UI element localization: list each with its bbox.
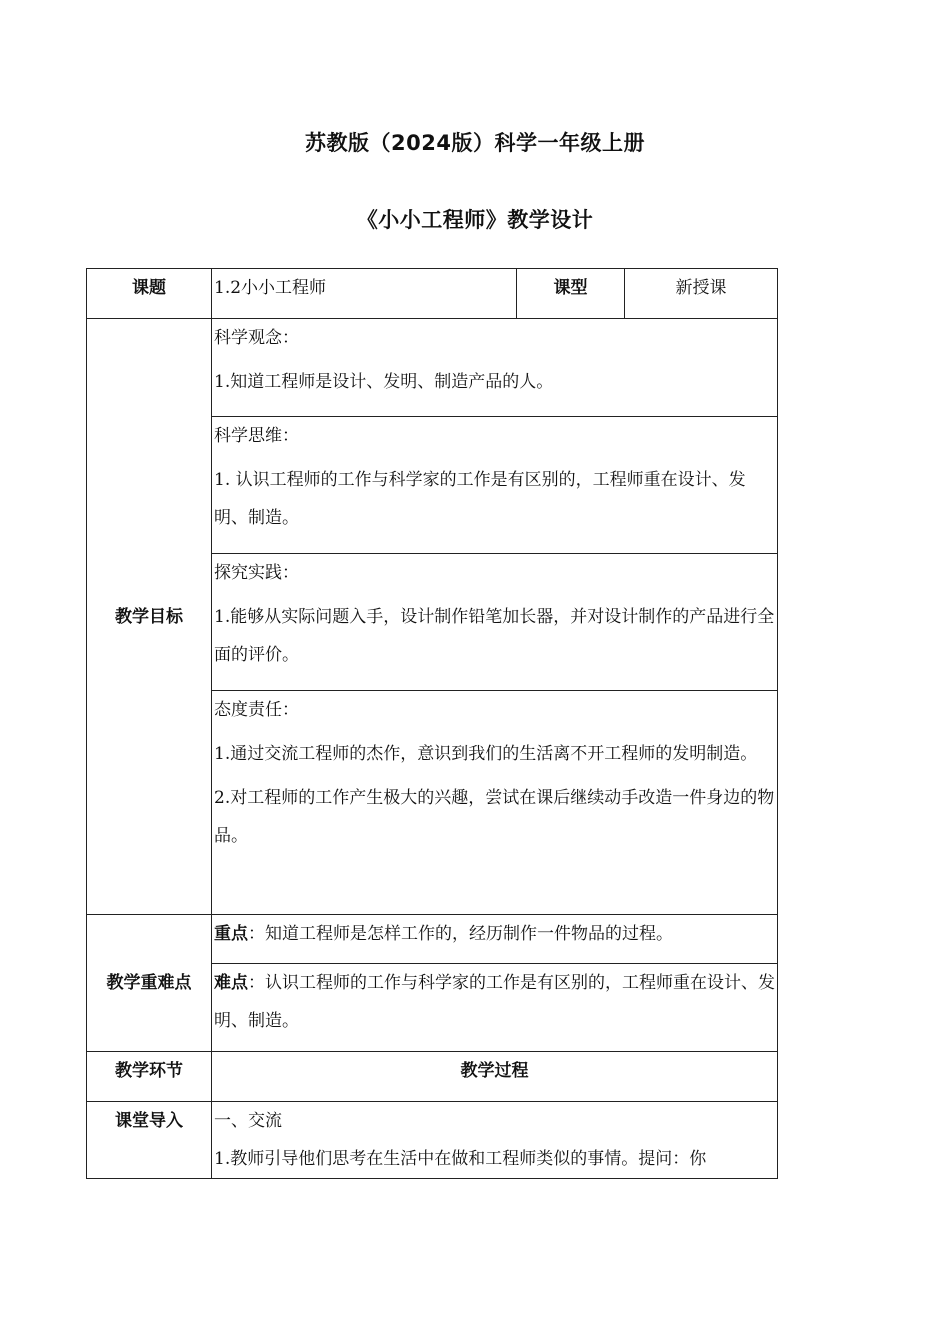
- document-title-line2: 《小小工程师》教学设计: [356, 208, 594, 232]
- table-row-key-point: [87, 915, 778, 964]
- difficult-point-text: ：认识工程师的工作与科学家的工作是有区别的，工程师重在设计、发明、制造。: [214, 973, 775, 1031]
- objectives-label: 教学目标: [115, 606, 183, 627]
- stage-header: 教学环节: [115, 1061, 183, 1081]
- objective-heading: 态度责任：: [214, 700, 299, 720]
- intro-label: 课堂导入: [115, 1111, 183, 1131]
- topic-label: 课题: [132, 278, 166, 298]
- objective-section: [212, 319, 778, 417]
- document-title-line1: 苏教版（2024版）科学一年级上册: [305, 131, 645, 155]
- topic-value: 1.2小小工程师: [214, 278, 327, 298]
- intro-label-cell: [87, 1102, 212, 1179]
- topic-value-cell: [212, 269, 517, 319]
- table-row-objective-concept: [87, 319, 778, 417]
- stage-header-cell: [87, 1052, 212, 1102]
- objective-section: [212, 691, 778, 915]
- objective-section: [212, 417, 778, 554]
- table-row-topic: [87, 269, 778, 319]
- table-row-process-header: [87, 1052, 778, 1102]
- lesson-plan-table: [86, 268, 778, 1179]
- key-point-label: 重点: [214, 924, 248, 944]
- objective-item: 2.对工程师的工作产生极大的兴趣，尝试在课后继续动手改造一件身边的物品。: [214, 788, 775, 846]
- intro-line: 1.教师引导他们思考在生活中在做和工程师类似的事情。提问：你: [214, 1149, 707, 1169]
- type-label-cell: [517, 269, 625, 319]
- intro-line: 一、交流: [214, 1111, 282, 1131]
- table-row-intro: [87, 1102, 778, 1179]
- objectives-label-cell: [87, 319, 212, 915]
- objective-item: 1.知道工程师是设计、发明、制造产品的人。: [214, 372, 554, 392]
- difficult-point-label: 难点: [214, 973, 248, 993]
- objective-item: 1.通过交流工程师的杰作，意识到我们的生活离不开工程师的发明制造。: [214, 744, 758, 764]
- process-header-cell: [212, 1052, 778, 1102]
- type-label: 课型: [553, 278, 588, 298]
- topic-label-cell: [87, 269, 212, 319]
- objective-heading: 探究实践：: [214, 563, 299, 583]
- type-value: 新授课: [675, 278, 727, 298]
- objective-item: 1. 认识工程师的工作与科学家的工作是有区别的，工程师重在设计、发明、制造。: [214, 470, 746, 528]
- objective-heading: 科学观念：: [214, 328, 299, 348]
- intro-content-cell: [212, 1102, 778, 1179]
- key-point-text: ：知道工程师是怎样工作的，经历制作一件物品的过程。: [248, 924, 673, 944]
- objective-section: [212, 554, 778, 691]
- key-points-label-cell: [87, 915, 212, 1052]
- difficult-point-cell: [212, 964, 778, 1052]
- objective-item: 1.能够从实际问题入手，设计制作铅笔加长器，并对设计制作的产品进行全面的评价。: [214, 607, 775, 665]
- key-point-cell: [212, 915, 778, 964]
- objective-heading: 科学思维：: [214, 426, 299, 446]
- process-header: 教学过程: [460, 1061, 529, 1081]
- key-points-label: 教学重难点: [106, 973, 192, 993]
- type-value-cell: [625, 269, 778, 319]
